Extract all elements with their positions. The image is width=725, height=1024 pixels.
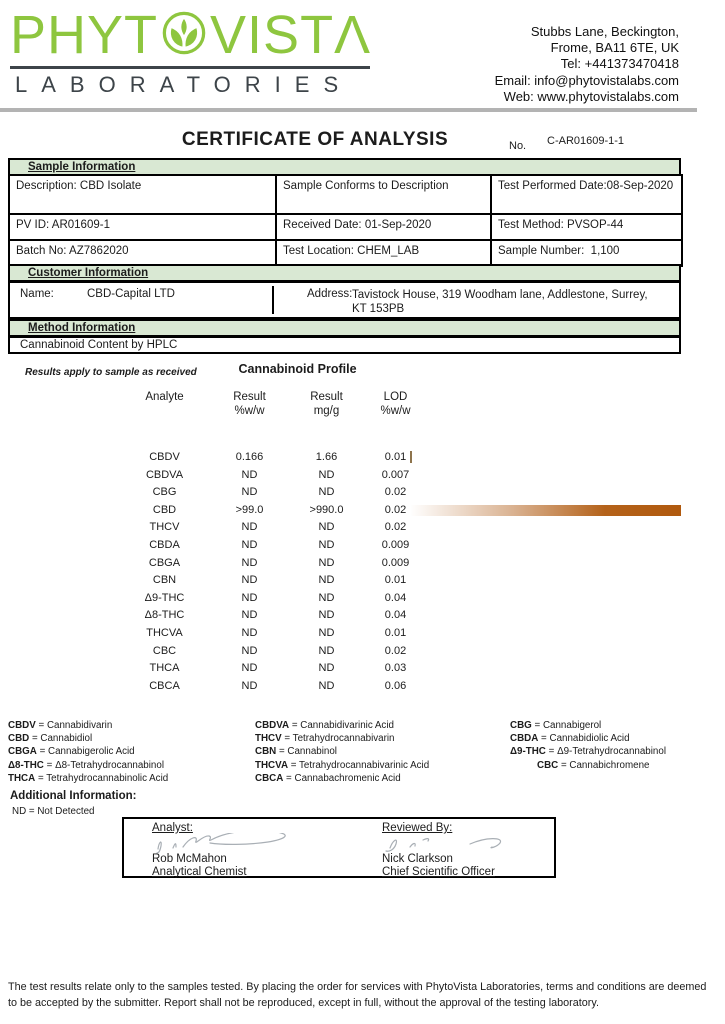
legend-entry: Δ9-THC = Δ9-Tetrahydrocannabinol: [510, 746, 667, 758]
sample-conforms: Sample Conforms to Description: [276, 175, 491, 214]
result-mgg: ND: [318, 644, 335, 657]
sample-description: Description: CBD Isolate: [9, 175, 276, 214]
legend-entry: THCV = Tetrahydrocannabivarin: [255, 733, 395, 745]
customer-address: Tavistock House, 319 Woodham lane, Addlestone, Surrey, KT 153PB: [352, 289, 648, 315]
result-mgg: >990.0: [309, 503, 344, 516]
legend-entry: CBDV = Cannabidivarin: [8, 720, 113, 731]
additional-information-header: Additional Information:: [10, 790, 137, 802]
reviewer-signature-block: [382, 822, 532, 878]
test-location: Test Location: CHEM_LAB: [276, 240, 491, 266]
col-header-result-pct: Result %w/w: [233, 391, 266, 417]
result-pct: >99.0: [235, 503, 264, 516]
customer-name: CBD-Capital LTD: [87, 288, 175, 300]
result-pct: ND: [241, 644, 258, 657]
analyst-name: Rob McMahon: [152, 853, 227, 865]
test-method: Test Method: PVSOP-44: [491, 214, 682, 240]
reviewed-by-label: Reviewed By:: [382, 822, 453, 834]
analyte-name: THCV: [149, 521, 180, 534]
brand-text-right: VISTΛ: [210, 5, 372, 65]
method-information-box: Cannabinoid Content by HPLC: [8, 336, 681, 354]
result-pct: ND: [241, 556, 258, 569]
cannabinoid-profile-title: Cannabinoid Profile: [238, 362, 357, 376]
result-mgg: ND: [318, 538, 335, 551]
lod-value: 0.06: [384, 679, 407, 692]
customer-address-label: Address:: [307, 288, 353, 300]
legend-column-1: [8, 719, 168, 785]
result-mgg: ND: [318, 574, 335, 587]
result-pct: ND: [241, 591, 258, 604]
analyte-name: CBDA: [149, 538, 180, 551]
contact-address-line2: Frome, BA11 6TE, UK: [550, 40, 679, 56]
lod-value: 0.04: [384, 609, 407, 622]
result-mgg: ND: [318, 679, 335, 692]
analyte-name: CBDV: [149, 451, 180, 463]
result-mgg: ND: [318, 556, 335, 569]
test-performed-date: Test Performed Date:08-Sep-2020: [491, 175, 682, 214]
lod-value: 0.009: [381, 556, 410, 569]
result-pct: ND: [241, 609, 258, 622]
customer-information-header-bar: Customer Information: [8, 264, 681, 282]
col-header-result-mgg: Result mg/g: [310, 391, 343, 417]
result-mgg: ND: [318, 662, 335, 675]
customer-box-divider: [272, 286, 274, 314]
analyte-name: CBCA: [149, 679, 180, 692]
contact-email: Email: info@phytovistalabs.com: [494, 72, 679, 88]
legend-entry: THCVA = Tetrahydrocannabivarinic Acid: [255, 759, 430, 771]
lod-value: 0.01: [384, 574, 407, 587]
brand-wordmark: [10, 5, 372, 65]
customer-name-label: Name:: [20, 288, 54, 300]
result-mgg: 1.66: [315, 451, 338, 463]
batch-no: Batch No: AZ7862020: [9, 240, 276, 266]
analyst-title: Analytical Chemist: [152, 866, 247, 878]
legend-column-2: [255, 719, 429, 785]
result-pct: ND: [241, 574, 258, 587]
analyte-name: CBGA: [148, 556, 181, 569]
text-cursor-artifact: [410, 451, 412, 463]
legend-entry: CBG = Cannabigerol: [510, 720, 602, 731]
result-mgg: ND: [318, 626, 335, 639]
analyte-name: THCA: [149, 662, 180, 675]
col-header-analyte: Analyte: [145, 391, 184, 403]
lod-value: 0.02: [384, 503, 407, 516]
header-divider-rule: [0, 108, 697, 112]
result-mgg: ND: [318, 609, 335, 622]
footer-disclaimer: The test results relate only to the samples tested. By placing the order for services with PhytoVista Laboratories, terms and conditions are deemed to be accepted by the submitter. Report shall not be reproduced, except in full, without the approval of the testing laboratory.: [8, 981, 707, 1009]
result-pct: ND: [241, 626, 258, 639]
brand-text-left: PHYT: [10, 5, 159, 65]
cbd-row-highlight-gradient-bar: [410, 505, 681, 516]
result-pct: 0.166: [235, 451, 264, 463]
page-title: CERTIFICATE OF ANALYSIS: [181, 129, 449, 150]
analyte-name: CBG: [152, 486, 177, 499]
signature-box: [122, 817, 556, 878]
lod-value: 0.02: [384, 521, 407, 534]
analyst-signature-block: [152, 822, 322, 878]
analyst-label: Analyst:: [152, 822, 193, 834]
sample-number: Sample Number: 1,100: [491, 240, 682, 266]
legend-column-3: [510, 719, 666, 772]
contact-phone: Tel: +441373470418: [560, 56, 679, 72]
result-mgg: ND: [318, 468, 335, 481]
result-mgg: ND: [318, 591, 335, 604]
sample-information-table: [8, 174, 683, 267]
profile-column-headers: [122, 390, 430, 418]
analyte-name: CBN: [152, 574, 177, 587]
analyte-name: CBD: [152, 503, 177, 516]
result-pct: ND: [241, 486, 258, 499]
lod-value: 0.01: [384, 451, 407, 463]
col-header-lod: LOD %w/w: [380, 391, 411, 417]
analyte-name: Δ9-THC: [144, 591, 185, 604]
contact-address-line1: Stubbs Lane, Beckington,: [530, 24, 679, 39]
lod-value: 0.01: [384, 626, 407, 639]
nd-definition: ND = Not Detected: [12, 806, 95, 817]
results-note: Results apply to sample as received: [25, 367, 197, 378]
pv-id: PV ID: AR01609-1: [9, 214, 276, 240]
analyte-name: Δ8-THC: [144, 609, 185, 622]
legend-entry: CBDA = Cannabidiolic Acid: [510, 733, 630, 745]
analyst-signature: [152, 833, 322, 855]
lod-value: 0.04: [384, 591, 407, 604]
customer-information-box: [8, 281, 681, 319]
leaf-circle-icon: [161, 10, 207, 61]
legend-entry: Δ8-THC = Δ8-Tetrahydrocannabinol: [8, 759, 165, 771]
reviewer-title: Chief Scientific Officer: [382, 866, 495, 878]
legend-entry: CBCA = Cannabachromenic Acid: [255, 772, 401, 784]
received-date: Received Date: 01-Sep-2020: [276, 214, 491, 240]
analyte-name: THCVA: [146, 626, 183, 639]
legend-entry: CBDVA = Cannabidivarinic Acid: [255, 720, 394, 731]
reviewer-name: Nick Clarkson: [382, 853, 453, 865]
analyte-name: CBC: [152, 644, 177, 657]
sample-information-header-bar: Sample Information: [8, 158, 681, 176]
legend-entry: CBGA = Cannabigerolic Acid: [8, 746, 135, 758]
result-pct: ND: [241, 521, 258, 534]
result-pct: ND: [241, 679, 258, 692]
lod-value: 0.02: [384, 644, 407, 657]
result-pct: ND: [241, 538, 258, 551]
profile-results-table: [122, 449, 430, 695]
legend-entry: CBN = Cannabinol: [255, 746, 337, 758]
result-pct: ND: [241, 662, 258, 675]
method-information-header-bar: Method Information: [8, 319, 681, 337]
lod-value: 0.02: [384, 486, 407, 499]
contact-web: Web: www.phytovistalabs.com: [503, 88, 679, 104]
legend-entry: THCA = Tetrahydrocannabinolic Acid: [8, 772, 169, 784]
result-pct: ND: [241, 468, 258, 481]
certificate-no-label: No.: [509, 140, 527, 152]
analyte-name: CBDVA: [145, 468, 184, 481]
lod-value: 0.009: [381, 538, 410, 551]
brand-subtitle: LABORATORIES: [10, 66, 370, 98]
legend-entry: CBD = Cannabidiol: [8, 733, 93, 745]
lod-value: 0.03: [384, 662, 407, 675]
result-mgg: ND: [318, 521, 335, 534]
phytovista-logo: [10, 5, 372, 98]
legend-entry: CBC = Cannabichromene: [537, 759, 650, 771]
lod-value: 0.007: [381, 468, 410, 481]
lab-contact-block: [495, 24, 679, 105]
reviewer-signature: [382, 833, 532, 855]
certificate-number: C-AR01609-1-1: [547, 135, 625, 147]
result-mgg: ND: [318, 486, 335, 499]
